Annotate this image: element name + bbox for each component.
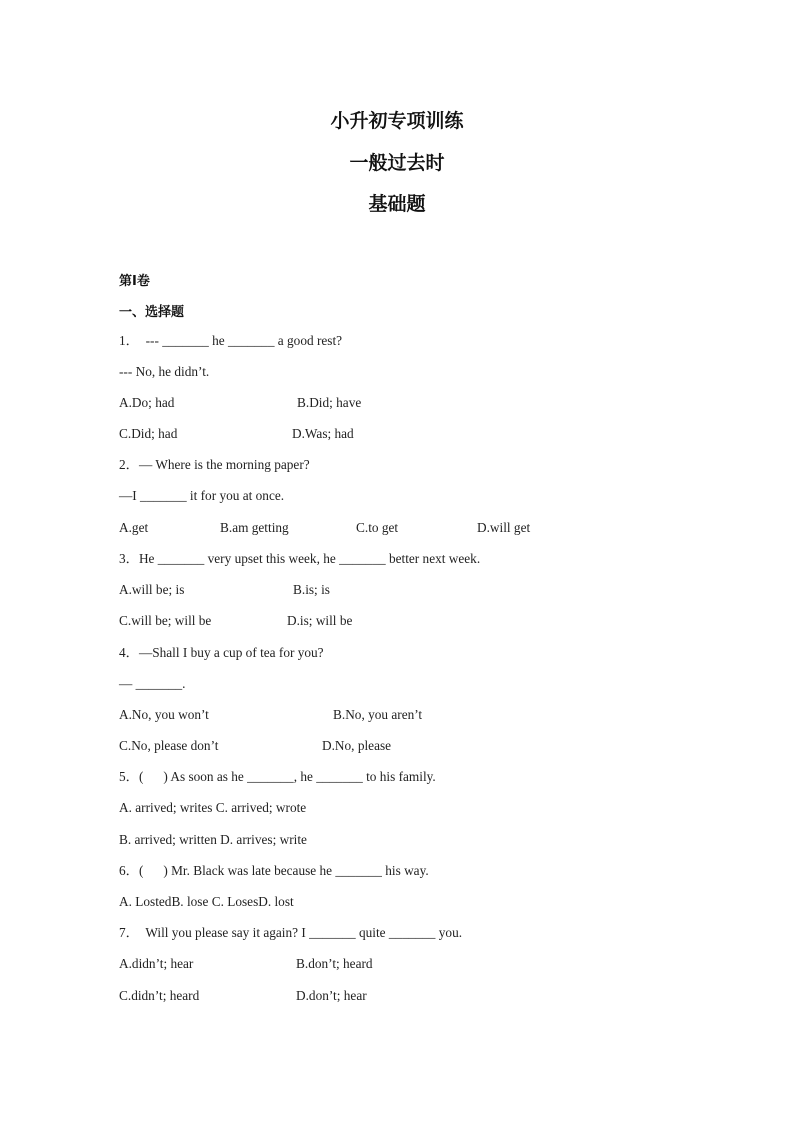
- q3-stem: 3．He _______ very upset this week, he _______ better next week.: [119, 551, 481, 566]
- q2-option-c: C.to get: [356, 520, 399, 535]
- q3-option-b: B.is; is: [293, 582, 330, 597]
- doc-subtitle: 一般过去时: [349, 152, 445, 174]
- q4-stem: 4．—Shall I buy a cup of tea for you?: [119, 645, 324, 660]
- q2-option-d: D.will get: [477, 520, 531, 535]
- q7-option-d: D.don’t; hear: [296, 988, 367, 1003]
- q5-stem: 5．( ) As soon as he _______, he _______ to his family.: [119, 769, 436, 784]
- q5-options-line1: A. arrived; writes C. arrived; wrote: [119, 800, 307, 815]
- q1-option-d: D.Was; had: [292, 426, 354, 441]
- q1-option-c: C.Did; had: [119, 426, 178, 441]
- q3-option-d: D.is; will be: [287, 613, 353, 628]
- q1-reply: --- No, he didn’t.: [119, 364, 210, 379]
- q7-option-b: B.don’t; heard: [296, 956, 373, 971]
- q4-option-c: C.No, please don’t: [119, 738, 219, 753]
- q6-options: A. LostedB. lose C. LosesD. lost: [119, 894, 294, 909]
- q4-option-a: A.No, you won’t: [119, 707, 209, 722]
- q1-option-b: B.Did; have: [297, 395, 362, 410]
- q6-stem: 6．( ) Mr. Black was late because he _______ his way.: [119, 863, 429, 878]
- doc-level: 基础题: [368, 193, 426, 215]
- q1-option-a: A.Do; had: [119, 395, 175, 410]
- q4-option-b: B.No, you aren’t: [333, 707, 423, 722]
- q3-option-a: A.will be; is: [119, 582, 185, 597]
- volume-label: 第I卷: [119, 274, 150, 289]
- q4-option-d: D.No, please: [322, 738, 392, 753]
- section-heading: 一、选择题: [119, 305, 185, 320]
- q5-options-line2: B. arrived; written D. arrives; write: [119, 832, 307, 847]
- q7-option-a: A.didn’t; hear: [119, 956, 194, 971]
- q1-stem: 1． --- _______ he _______ a good rest?: [119, 333, 343, 348]
- q2-stem: 2．— Where is the morning paper?: [119, 457, 310, 472]
- q4-reply: — _______.: [119, 676, 186, 691]
- q7-option-c: C.didn’t; heard: [119, 988, 200, 1003]
- doc-title: 小升初专项训练: [330, 110, 464, 132]
- q3-option-c: C.will be; will be: [119, 613, 212, 628]
- q2-option-b: B.am getting: [220, 520, 289, 535]
- q2-reply: —I _______ it for you at once.: [119, 488, 285, 503]
- q7-stem: 7． Will you please say it again? I _______ quite _______ you.: [119, 925, 463, 940]
- q2-option-a: A.get: [119, 520, 149, 535]
